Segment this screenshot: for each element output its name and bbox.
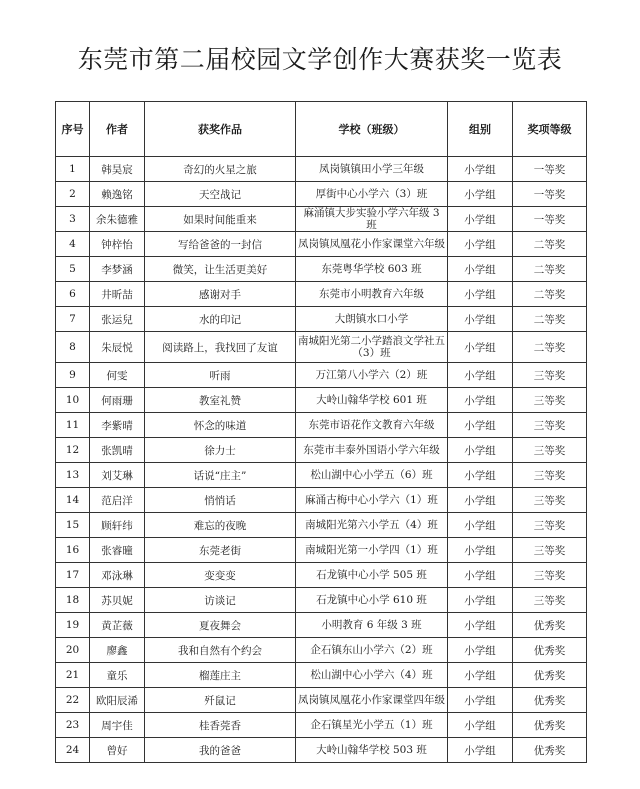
cell-school: 大朗镇水口小学 [296,307,448,332]
cell-author: 朱辰悦 [90,332,145,363]
cell-no: 13 [56,463,90,488]
cell-no: 8 [56,332,90,363]
table-row [56,388,587,413]
cell-no: 17 [56,563,90,588]
cell-no: 9 [56,363,90,388]
cell-group: 小学组 [448,363,513,388]
cell-author: 曾好 [90,738,145,763]
cell-work: 榴莲庄主 [145,663,296,688]
cell-work: 微笑，让生活更美好 [145,257,296,282]
cell-no: 22 [56,688,90,713]
cell-group: 小学组 [448,588,513,613]
cell-level: 三等奖 [513,463,587,488]
cell-work: 悄悄话 [145,488,296,513]
cell-author: 刘艾琳 [90,463,145,488]
cell-group: 小学组 [448,157,513,182]
cell-group: 小学组 [448,513,513,538]
cell-school: 万江第八小学六（2）班 [296,363,448,388]
cell-level: 三等奖 [513,538,587,563]
cell-work: 如果时间能重来 [145,207,296,232]
cell-level: 二等奖 [513,332,587,363]
cell-group: 小学组 [448,488,513,513]
cell-level: 优秀奖 [513,688,587,713]
header-group: 组别 [448,102,513,157]
table-row [56,638,587,663]
cell-work: 奇幻的火星之旅 [145,157,296,182]
cell-author: 廖鑫 [90,638,145,663]
cell-level: 优秀奖 [513,638,587,663]
cell-level: 三等奖 [513,513,587,538]
cell-work: 东莞老街 [145,538,296,563]
table-row [56,688,587,713]
cell-no: 14 [56,488,90,513]
table-row [56,463,587,488]
cell-author: 何雨珊 [90,388,145,413]
table-row [56,713,587,738]
cell-group: 小学组 [448,182,513,207]
cell-level: 三等奖 [513,388,587,413]
cell-no: 19 [56,613,90,638]
cell-author: 井昕喆 [90,282,145,307]
cell-school: 凤岗镇凤凰花小作家课堂四年级 [296,688,448,713]
cell-school: 东莞市语花作文教育六年级 [296,413,448,438]
cell-author: 李梦涵 [90,257,145,282]
cell-group: 小学组 [448,688,513,713]
cell-school: 麻涌古梅中心小学六（1）班 [296,488,448,513]
cell-no: 23 [56,713,90,738]
cell-work: 徐力士 [145,438,296,463]
cell-level: 优秀奖 [513,738,587,763]
cell-level: 优秀奖 [513,663,587,688]
cell-author: 李紫晴 [90,413,145,438]
cell-school: 东莞市丰泰外国语小学六年级 [296,438,448,463]
cell-school: 南城阳光第二小学踏浪文学社五（3）班 [296,332,448,363]
cell-school: 南城阳光第六小学五（4）班 [296,513,448,538]
table-row [56,307,587,332]
cell-work: 我的爸爸 [145,738,296,763]
table-row [56,663,587,688]
table-row [56,613,587,638]
cell-author: 黄芷薇 [90,613,145,638]
header-level: 奖项等级 [513,102,587,157]
cell-work: 变变变 [145,563,296,588]
cell-school: 东莞市小明教育六年级 [296,282,448,307]
cell-no: 4 [56,232,90,257]
cell-group: 小学组 [448,307,513,332]
cell-level: 三等奖 [513,563,587,588]
cell-no: 20 [56,638,90,663]
table-row [56,232,587,257]
cell-author: 钟梓怡 [90,232,145,257]
cell-no: 2 [56,182,90,207]
cell-author: 邓泳琳 [90,563,145,588]
cell-level: 三等奖 [513,588,587,613]
cell-group: 小学组 [448,257,513,282]
cell-level: 一等奖 [513,182,587,207]
cell-school: 麻涌镇大步实验小学六年级 3 班 [296,207,448,232]
cell-school: 小明教育 6 年级 3 班 [296,613,448,638]
table-row [56,282,587,307]
cell-school: 松山湖中心小学六（4）班 [296,663,448,688]
cell-no: 12 [56,438,90,463]
cell-work: 话说“庄主” [145,463,296,488]
cell-no: 6 [56,282,90,307]
header-school: 学校（班级） [296,102,448,157]
cell-level: 一等奖 [513,157,587,182]
cell-no: 15 [56,513,90,538]
cell-author: 范启洋 [90,488,145,513]
cell-no: 5 [56,257,90,282]
cell-group: 小学组 [448,438,513,463]
cell-work: 怀念的味道 [145,413,296,438]
cell-group: 小学组 [448,563,513,588]
cell-school: 企石镇东山小学六（2）班 [296,638,448,663]
cell-author: 顾轩纬 [90,513,145,538]
cell-school: 大岭山翰华学校 601 班 [296,388,448,413]
cell-group: 小学组 [448,538,513,563]
cell-no: 16 [56,538,90,563]
cell-author: 周宇佳 [90,713,145,738]
cell-no: 3 [56,207,90,232]
cell-author: 苏贝妮 [90,588,145,613]
cell-group: 小学组 [448,388,513,413]
cell-level: 三等奖 [513,363,587,388]
cell-school: 企石镇星光小学五（1）班 [296,713,448,738]
cell-group: 小学组 [448,713,513,738]
table-row [56,513,587,538]
cell-author: 欧阳辰浠 [90,688,145,713]
cell-work: 听雨 [145,363,296,388]
table-row [56,257,587,282]
cell-school: 厚街中心小学六（3）班 [296,182,448,207]
page-title: 东莞市第二届校园文学创作大赛获奖一览表 [77,45,563,74]
header-no: 序号 [56,102,90,157]
awards-table [55,101,587,763]
cell-group: 小学组 [448,332,513,363]
table-row [56,363,587,388]
cell-school: 石龙镇中心小学 505 班 [296,563,448,588]
cell-level: 优秀奖 [513,613,587,638]
cell-author: 赖逸铭 [90,182,145,207]
table-row [56,157,587,182]
cell-school: 东莞粤华学校 603 班 [296,257,448,282]
table-row [56,207,587,232]
cell-group: 小学组 [448,663,513,688]
cell-school: 南城阳光第一小学四（1）班 [296,538,448,563]
cell-group: 小学组 [448,738,513,763]
cell-level: 三等奖 [513,438,587,463]
cell-no: 18 [56,588,90,613]
cell-author: 何雯 [90,363,145,388]
cell-no: 11 [56,413,90,438]
cell-no: 21 [56,663,90,688]
table-row [56,332,587,363]
cell-author: 张睿曈 [90,538,145,563]
cell-work: 难忘的夜晚 [145,513,296,538]
cell-work: 阅读路上，我找回了友谊 [145,332,296,363]
table-row [56,738,587,763]
table-row [56,588,587,613]
cell-author: 张凯晴 [90,438,145,463]
cell-school: 凤岗镇凤凰花小作家课堂六年级 [296,232,448,257]
cell-group: 小学组 [448,638,513,663]
table-row [56,413,587,438]
cell-no: 10 [56,388,90,413]
cell-school: 凤岗镇镇田小学三年级 [296,157,448,182]
table-row [56,563,587,588]
cell-level: 二等奖 [513,282,587,307]
cell-level: 三等奖 [513,413,587,438]
cell-author: 余朱德雅 [90,207,145,232]
table-header-row [56,102,587,157]
cell-work: 夏夜舞会 [145,613,296,638]
cell-level: 优秀奖 [513,713,587,738]
cell-work: 歼鼠记 [145,688,296,713]
cell-work: 桂香莞香 [145,713,296,738]
cell-work: 写给爸爸的一封信 [145,232,296,257]
cell-work: 我和自然有个约会 [145,638,296,663]
cell-group: 小学组 [448,232,513,257]
cell-author: 韩昊宸 [90,157,145,182]
cell-work: 感谢对手 [145,282,296,307]
cell-level: 二等奖 [513,232,587,257]
cell-level: 二等奖 [513,257,587,282]
cell-no: 7 [56,307,90,332]
cell-no: 24 [56,738,90,763]
cell-level: 二等奖 [513,307,587,332]
table-row [56,538,587,563]
cell-work: 访谈记 [145,588,296,613]
header-author: 作者 [90,102,145,157]
table-row [56,488,587,513]
cell-group: 小学组 [448,413,513,438]
cell-work: 教室礼赞 [145,388,296,413]
cell-group: 小学组 [448,613,513,638]
cell-group: 小学组 [448,463,513,488]
cell-level: 三等奖 [513,488,587,513]
header-work: 获奖作品 [145,102,296,157]
cell-work: 水的印记 [145,307,296,332]
cell-school: 松山湖中心小学五（6）班 [296,463,448,488]
cell-work: 天空战记 [145,182,296,207]
cell-school: 大岭山翰华学校 503 班 [296,738,448,763]
cell-level: 一等奖 [513,207,587,232]
cell-school: 石龙镇中心小学 610 班 [296,588,448,613]
table-row [56,182,587,207]
cell-group: 小学组 [448,207,513,232]
cell-group: 小学组 [448,282,513,307]
cell-no: 1 [56,157,90,182]
table-row [56,438,587,463]
cell-author: 童乐 [90,663,145,688]
cell-author: 张运兒 [90,307,145,332]
